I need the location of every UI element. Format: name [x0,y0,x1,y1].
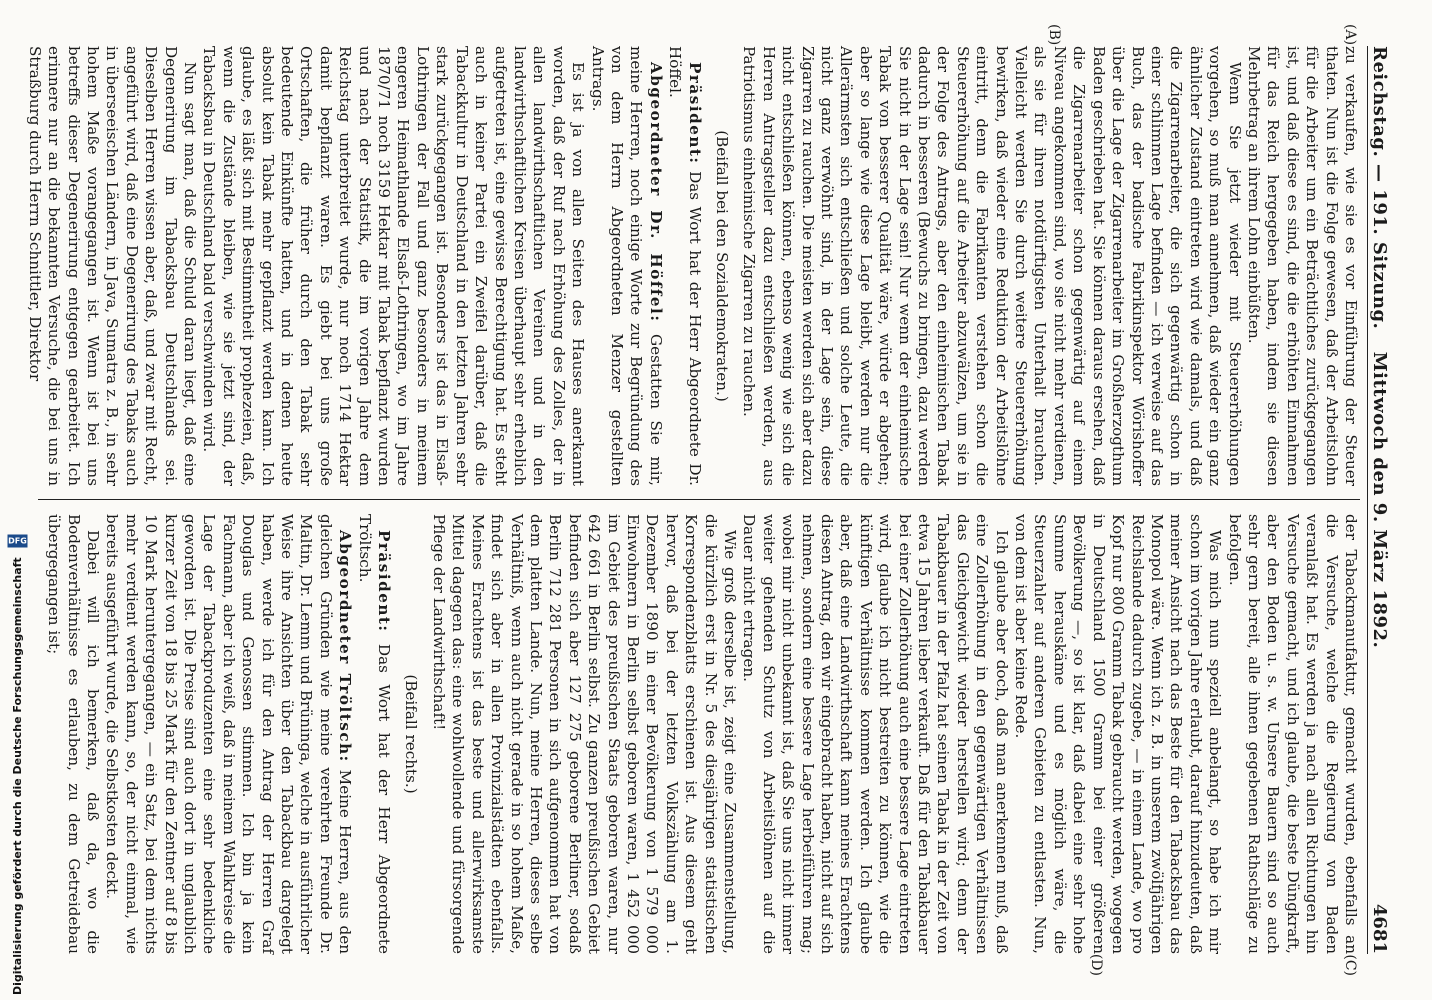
page-number: 4681 [1369,903,1390,954]
body-paragraph: zu verkaufen, wie sie es vor Einführung der Steuer thaten. Nun ist die Folge gewesen, daß der Arbeitslohn für die Arbeiter um ein Beträchtliches zurückgegangen ist, und daß diese es sind, die die erhöhten Einnahmen für das Reich hergegeben haben, indem sie diesen Mehrbetrag an ihrem Lohn einbüßten. [1244,46,1360,486]
speaker-paragraph [102,514,354,954]
left-text-column [25,46,1360,487]
body-paragraph: Dabei will ich bemerken, daß da, wo die Bodenverhältnisse es erlauben, zu dem Getreidebau übergegangen ist; [45,514,102,954]
speaker-name: Abgeordneter Dr. Höffel: [646,62,665,323]
body-paragraph: Was mich nun speziell anbelangt, so habe ich mir schon im vorigen Jahre erlaubt, darauf hinzudeuten, daß meiner Ansicht nach das Beste für den Tabacksbau das Monopol wäre. Wenn ich z. B. in unserem zwölfjährigen Reichslande dadurch zugebe, — in einem Lande, wo pro Kopf nur 800 Gramm Tabak gebraucht werden, wogegen in Deutschland 1500 Gramm bei einer größeren Bevölkerung —, so ist klar, daß dabei eine sehr hohe Summe herauskäme und es möglich wäre, die Steuerzahler auf anderen Gebieten zu entlasten. Nun, von dem ist aber keine Rede. [1012,514,1225,954]
speaker-name: Abgeordneter Tröltsch: [336,530,355,763]
column-divider [38,499,1360,500]
right-text-column [38,514,1360,954]
body-paragraph: Wie groß derselbe ist, zeigt eine Zusammenstellung, die kürzlich erst in Nr. 5 des diesjährigen statistischen Korrespondenzblatts erschienen ist. Aus diesem geht hervor, daß bei der letzten Volkszählung am 1. Dezember 1890 in einer Bevölkerung von 1 579 000 Einwohnern in Berlin selbst geboren waren, 1 452 000 im Gebiet des preußischen Staats geboren waren, nur 642 661 in Berlin selbst. Zu ganzen preußischen Gebiet befinden sich aber 127 275 geborene Berliner, sodaß Berlin 712 281 Personen in sich aufgenommen hat von dem platten Lande. Nun, meine Herren, dieses selbe Verhältniß, wenn auch nicht gerade in so hohem Maße, findet sich aber in allen Provinzialstädten ebenfalls. Meines Erachtens ist das beste und allerwirksamste Mittel dagegen das: eine wohlwollende und fürsorgende Pflege der Landwirthschaft! [429,514,739,954]
speech-text: Das Wort hat der Herr Abgeordnete Dr. Höffel. [666,46,704,486]
speaker-name: Präsident: [375,530,394,633]
body-paragraph: der Tabackmanufaktur, gemacht wurden, ebenfalls an die Versuche, welche die Regierung von Baden veranlaßt hat. Es werden ja nach allen Richtungen hin Versuche gemacht, und ich glaube, die beste Düngkraft, aber den Boden u. s. w. Unsere Bauern sind so auch sehr gern bereit, alle ihnen gegebenen Rathschläge zu befolgen. [1225,514,1360,954]
margin-marker-d: (D) [1088,953,1104,976]
speaker-paragraph [665,46,704,486]
speaker-paragraph [587,46,665,486]
applause-note: (Beifall rechts.) [402,674,421,794]
body-paragraph: Wenn Sie jetzt wieder mit Steuererhöhungen vorgehen, so muß man annehmen, daß wieder ein ganz ähnlicher Zustand eintreten wird wie damals, und daß die Zigarrenarbeiter, die sich gegenwärtig schon in einer schlimmen Lage befinden — ich verweise auf das Buch, das der badische Fabrikinspektor Wörishoffer über die Lage der Zigarrenarbeiter im Großherzogthum Baden geschrieben hat. Sie können daraus ersehen, daß die Zigarrenarbeiter schon gegenwärtig auf einem Niveau angekommen sind, wo sie nicht mehr verdienen, als sie für ihren notdürftigsten Unterhalt brauchen. Vielleicht werden Sie durch weitere Steuererhöhung bewirken, daß wieder eine Reduktion der Arbeitslöhne eintritt, denn die Fabrikanten verstehen schon die Steuererhöhung auf die Arbeiter abzuwälzen, um sie in der Folge des Antrags, aber den einheimischen Tabak dadurch in besseren (Bewuchs zu bringen, dazu werden Sie nicht in der Lage sein! Nur wenn der einheimische Tabak von besserer Qualität wäre, würde er abgehen; aber so lange wie diese Lage bleibt, werden nur die Allerärmsten sich entschließen und solche Leute, die nicht ganz verwöhnt sind, in der Lage sein, diese Zigarren zu rauchen. Die meisten werden sich aber dazu nicht entschließen können, ebenso wenig wie sich die Herren Antragsteller dazu entschließen werden, aus Patriotismus einheimische Zigarren zu rauchen. [740,46,1244,486]
digitization-credit [8,531,27,995]
margin-marker-a: (A) [1342,24,1358,46]
body-paragraph: Es ist ja von allen Seiten des Hauses anerkannt worden, daß der Ruf nach Erhöhung des Zolles, der in allen landwirthschaftlichen Vereinen und in den landwirthschaftlichen Kreisen überhaupt sehr erheblich aufgetreten ist, eine gewisse Berechtigung hat. Es steht auch in keiner Partei ein Zweifel darüber, daß die Tabackkultur in Deutschland in den letzten Jahren sehr stark zurückgegangen ist. Besonders ist das in Elsaß-Lothringen der Fall und ganz besonders in meinem engeren Heimathlande Elsaß-Lothringen, wo im Jahre 1870/71 noch 3159 Hektar mit Tabak bepflanzt wurden und nach der Statistik, die im vorigen Jahre dem Reichstag unterbreitet wurde, nur noch 1714 Hektar damit bepflanzt waren. Es giebt bei uns große Ortschaften, die früher durch den Tabak sehr bedeutende Einkünfte hatten, und in denen heute absolut kein Tabak mehr gepflanzt werden kann. Ich glaube, es läßt sich mit Bestimmtheit prophezeien, daß, wenn die Zustände bleiben, wie sie jetzt sind, der Tabacksbau in Deutschland bald verschwinden wird. [200,46,588,486]
speaker-name: Präsident: [685,62,704,165]
dfg-logo-icon: DFG [8,536,27,546]
rotated-document-page [25,20,1404,980]
header-session: Reichstag. — 191. Sitzung. [1369,46,1390,330]
body-paragraph: Nun sagt man, daß die Schuld daran liegt, daß eine Degenerirung im Tabacksbau Deutschlands sei. Dieselben Herren wissen aber, daß, und zwar mit Recht, angeführt wird, daß eine Degenerirung des Tabaks auch in überseeischen Ländern, in Java, Sumatra z. B., in sehr hohem Maße vorangegangen ist. Wenn ist bei uns betreffs dieser Degenerirung entgegen gearbeitet. Ich erinnere nur an die bekannten Versuche, die bei uns in Straßburg durch Herrn Schnittler, Direktor [25,46,200,486]
speaker-paragraph [354,514,393,954]
credit-text: Digitalisierung gefördert durch die Deutsche Forschungsgemeinschaft [11,557,24,995]
applause-note: (Beifall bei den Sozialdemokraten.) [713,130,731,402]
body-paragraph: Ich glaube aber doch, daß man anerkennen muß, daß eine Zollerhöhung in den gegenwärtigen Verhältnissen das Gleichgewicht wieder herstellen wird; denn der Tabakbauer in der Pfalz hat seinen Tabak in der Zeit von etwa 15 Jahren lieber verkauft. Daß für den Tabakbauer bei einer Zollerhöhung auch eine bessere Lage eintreten wird, glaube ich nicht bestreiten zu können, wie die künftigen Verhältnisse kommen werden. Ich glaube aber, daß eine Landwirthschaft kann meines Erachtens diesen Antrag, den wir eingebracht haben, nicht auf sich nehmen, sondern eine bessere Lage herbeiführen mag; wobei mir nicht unbekannt ist, daß Sie uns nicht immer weiter gehenden Schutz von Arbeitslöhnen auf die Dauer nicht ertragen. [740,514,1011,954]
page-header [1367,46,1396,954]
header-date: Mittwoch den 9. März 1892. [1369,351,1390,649]
speech-text: Meine Herren, aus den gleichen Gründen wie meine verehrten Freunde Dr. Maltin, Dr. Lemm und Brüninga, welche in ausführlicher Weise ihre Ansichten über den Tabackbau dargelegt haben, werde ich für den Antrag der Herren Graf Douglas und Genossen stimmen. Ich bin ja kein Fachmann, aber ich weiß, daß in meinem Wahlkreise die Lage der Tabackproduzenten eine sehr bedenkliche geworden ist. Die Preise sind auch dort in unglaublich kurzer Zeit von 18 bis 25 Mark für den Zentner auf 8 bis 10 Mark heruntergegangen, — ein Satz, bei dem nichts mehr verdient werden kann, so, der nicht einmal, wie bereits ausgeführt wurde, die Selbstkosten deckt. [103,514,355,955]
margin-marker-c: (C) [1342,954,1358,976]
speech-text: Gestatten Sie mir, meine Herren, noch einige Worte zur Begründung des von dem Herrn Abgeordneten Menzer gestellten Antrags. [588,46,665,487]
speech-text: Das Wort hat der Herr Abgeordnete Tröltsch. [355,514,394,954]
margin-marker-b: (B) [1046,24,1062,46]
